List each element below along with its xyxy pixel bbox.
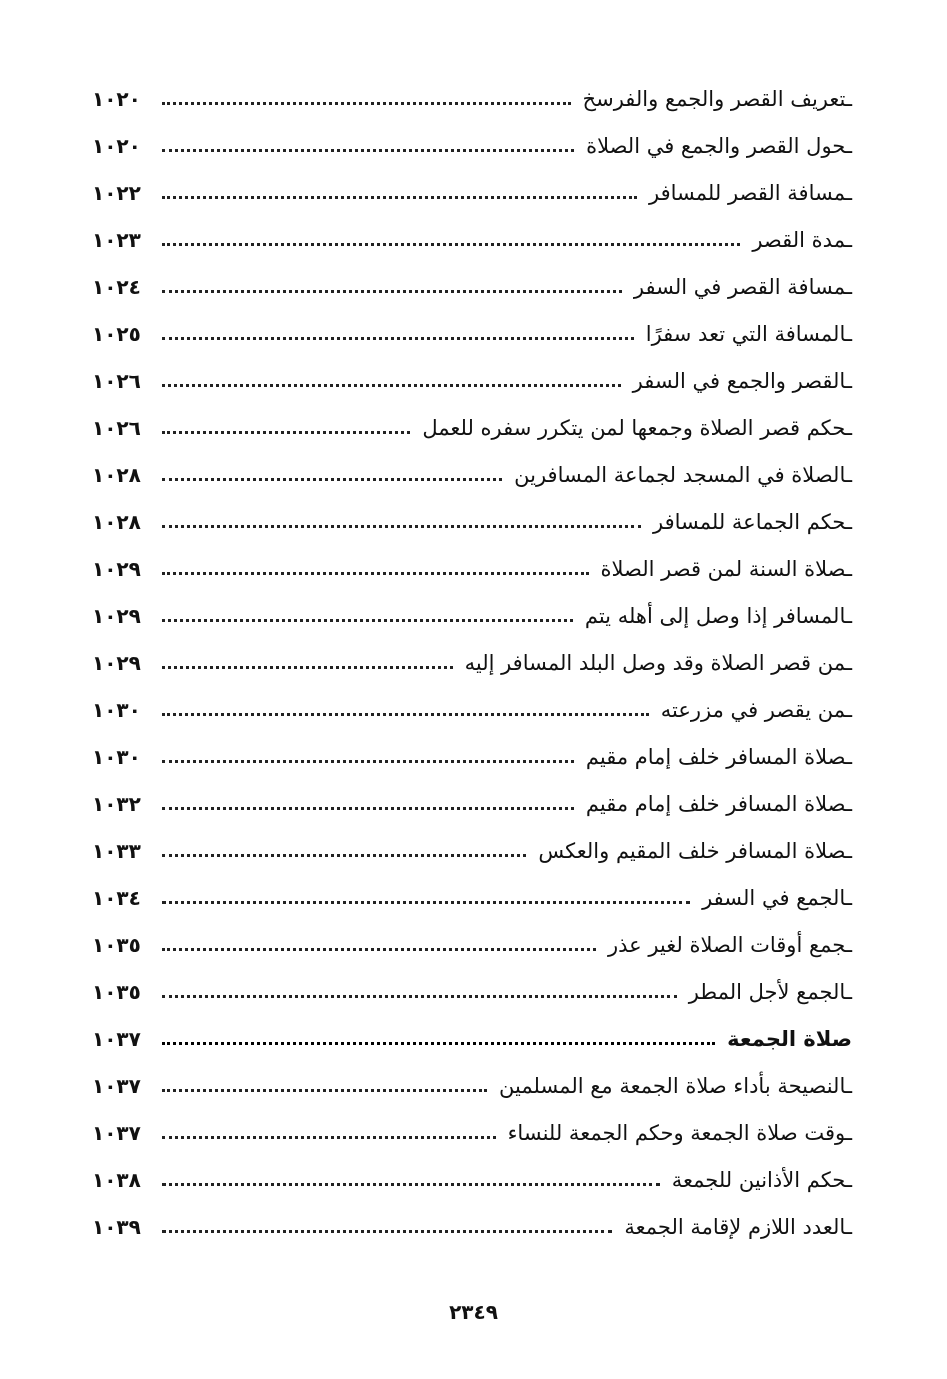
toc-entry-title: ـالصلاة في المسجد لجماعة المسافرين <box>514 462 852 487</box>
toc-entry-page-number: ١٠٢٦ <box>92 415 141 440</box>
toc-entry-page-number: ١٠٢٤ <box>92 274 141 299</box>
toc-entry-title: ـصلاة المسافر خلف المقيم والعكس <box>538 838 852 863</box>
toc-entry-page-number: ١٠٣٥ <box>92 932 141 957</box>
dot-leader <box>162 807 574 810</box>
dot-leader <box>162 196 637 199</box>
toc-entry-title: ـالقصر والجمع في السفر <box>632 368 852 393</box>
toc-entry-title: ـحول القصر والجمع في الصلاة <box>586 133 852 158</box>
toc-entry-page-number: ١٠٣٣ <box>92 838 141 863</box>
toc-entry-page-number: ١٠٢٨ <box>92 462 141 487</box>
toc-entry <box>92 404 852 451</box>
toc-entry-page-number: ١٠٣٧ <box>92 1120 141 1145</box>
toc-entry-title: ـجمع أوقات الصلاة لغير عذر <box>607 932 852 957</box>
dot-leader <box>162 1042 715 1045</box>
dot-leader <box>162 290 622 293</box>
toc-entry-title: صلاة الجمعة <box>727 1026 852 1051</box>
toc-entry-title: ـحكم قصر الصلاة وجمعها لمن يتكرر سفره للعمل <box>422 415 852 440</box>
toc-entry <box>92 216 852 263</box>
toc-entry-page-number: ١٠٢٢ <box>92 180 141 205</box>
dot-leader <box>162 1230 612 1233</box>
toc-entry-title: ـتعريف القصر والجمع والفرسخ <box>582 86 852 111</box>
toc-entry-page-number: ١٠٣٧ <box>92 1073 141 1098</box>
dot-leader <box>162 619 573 622</box>
dot-leader <box>162 478 502 481</box>
toc-entry <box>92 75 852 122</box>
toc-entry-page-number: ١٠٢٣ <box>92 227 141 252</box>
toc-entry <box>92 1156 852 1203</box>
dot-leader <box>162 1136 496 1139</box>
toc-entry-page-number: ١٠٣٢ <box>92 791 141 816</box>
toc-entry <box>92 310 852 357</box>
toc-entry-page-number: ١٠٣٠ <box>92 697 141 722</box>
toc-entry-title: ـالجمع في السفر <box>702 885 852 910</box>
toc-entry-title: ـحكم الأذانين للجمعة <box>671 1167 852 1192</box>
toc-entry <box>92 357 852 404</box>
toc-entry <box>92 686 852 733</box>
toc-entry-title: ـحكم الجماعة للمسافر <box>653 509 852 534</box>
toc-entry-title: ـمن يقصر في مزرعته <box>660 697 852 722</box>
dot-leader <box>162 948 596 951</box>
toc-entry <box>92 1062 852 1109</box>
toc-entry-title: ـوقت صلاة الجمعة وحكم الجمعة للنساء <box>507 1120 852 1145</box>
toc-section-heading <box>92 1015 852 1062</box>
toc-entry-page-number: ١٠٣٩ <box>92 1214 141 1239</box>
toc-entry <box>92 592 852 639</box>
toc-entry-title: ـالمسافة التي تعد سفرًا <box>645 321 852 346</box>
dot-leader <box>162 525 641 528</box>
toc-entry <box>92 968 852 1015</box>
toc-entry <box>92 780 852 827</box>
toc-entry-page-number: ١٠٣٨ <box>92 1167 141 1192</box>
dot-leader <box>162 102 571 105</box>
dot-leader <box>162 854 526 857</box>
toc-entry-page-number: ١٠٢٩ <box>92 650 141 675</box>
page-number: ٢٣٤٩ <box>449 1300 498 1324</box>
toc-entry-page-number: ١٠٣٧ <box>92 1026 141 1051</box>
toc-entry-title: ـالجمع لأجل المطر <box>688 979 852 1004</box>
toc-entry-page-number: ١٠٢٠ <box>92 86 141 111</box>
toc-entry-title: ـمدة القصر <box>752 227 852 252</box>
dot-leader <box>162 901 690 904</box>
toc-entry <box>92 874 852 921</box>
dot-leader <box>162 1183 660 1186</box>
toc-entry-page-number: ١٠٢٩ <box>92 556 141 581</box>
toc-entry-page-number: ١٠٣٥ <box>92 979 141 1004</box>
toc-entry-page-number: ١٠٢٩ <box>92 603 141 628</box>
toc-entry <box>92 639 852 686</box>
toc-entry <box>92 1109 852 1156</box>
toc-entry-title: ـمن قصر الصلاة وقد وصل البلد المسافر إليه <box>464 650 852 675</box>
dot-leader <box>162 760 574 763</box>
toc-entry <box>92 827 852 874</box>
toc-entry-title: ـالعدد اللازم لإقامة الجمعة <box>624 1214 852 1239</box>
toc-entry-title: ـالمسافر إذا وصل إلى أهله يتم <box>584 603 852 628</box>
toc-entry-page-number: ١٠٢٥ <box>92 321 141 346</box>
toc-entry <box>92 921 852 968</box>
toc-entry <box>92 451 852 498</box>
dot-leader <box>162 243 740 246</box>
toc-entry-title: ـمسافة القصر في السفر <box>633 274 852 299</box>
toc-entry <box>92 1203 852 1250</box>
dot-leader <box>162 995 677 998</box>
dot-leader <box>162 666 453 669</box>
dot-leader <box>162 713 649 716</box>
toc-entry-page-number: ١٠٢٨ <box>92 509 141 534</box>
toc-entry <box>92 169 852 216</box>
toc-entry-title: ـصلاة المسافر خلف إمام مقيم <box>585 744 852 769</box>
toc-entry <box>92 733 852 780</box>
dot-leader <box>162 337 634 340</box>
toc-entry <box>92 263 852 310</box>
toc-entry-page-number: ١٠٢٠ <box>92 133 141 158</box>
toc-entry-title: ـالنصيحة بأداء صلاة الجمعة مع المسلمين <box>499 1073 852 1098</box>
toc-entry <box>92 122 852 169</box>
toc-entry-page-number: ١٠٣٤ <box>92 885 141 910</box>
toc-entry <box>92 498 852 545</box>
toc-entry-page-number: ١٠٢٦ <box>92 368 141 393</box>
dot-leader <box>162 384 621 387</box>
toc-entry <box>92 545 852 592</box>
toc-entry-title: ـصلاة المسافر خلف إمام مقيم <box>585 791 852 816</box>
toc-entry-title: ـمسافة القصر للمسافر <box>649 180 852 205</box>
dot-leader <box>162 572 589 575</box>
dot-leader <box>162 431 410 434</box>
toc-entry-page-number: ١٠٣٠ <box>92 744 141 769</box>
toc-entry-title: ـصلاة السنة لمن قصر الصلاة <box>600 556 852 581</box>
table-of-contents <box>92 75 852 1250</box>
dot-leader <box>162 149 574 152</box>
dot-leader <box>162 1089 487 1092</box>
